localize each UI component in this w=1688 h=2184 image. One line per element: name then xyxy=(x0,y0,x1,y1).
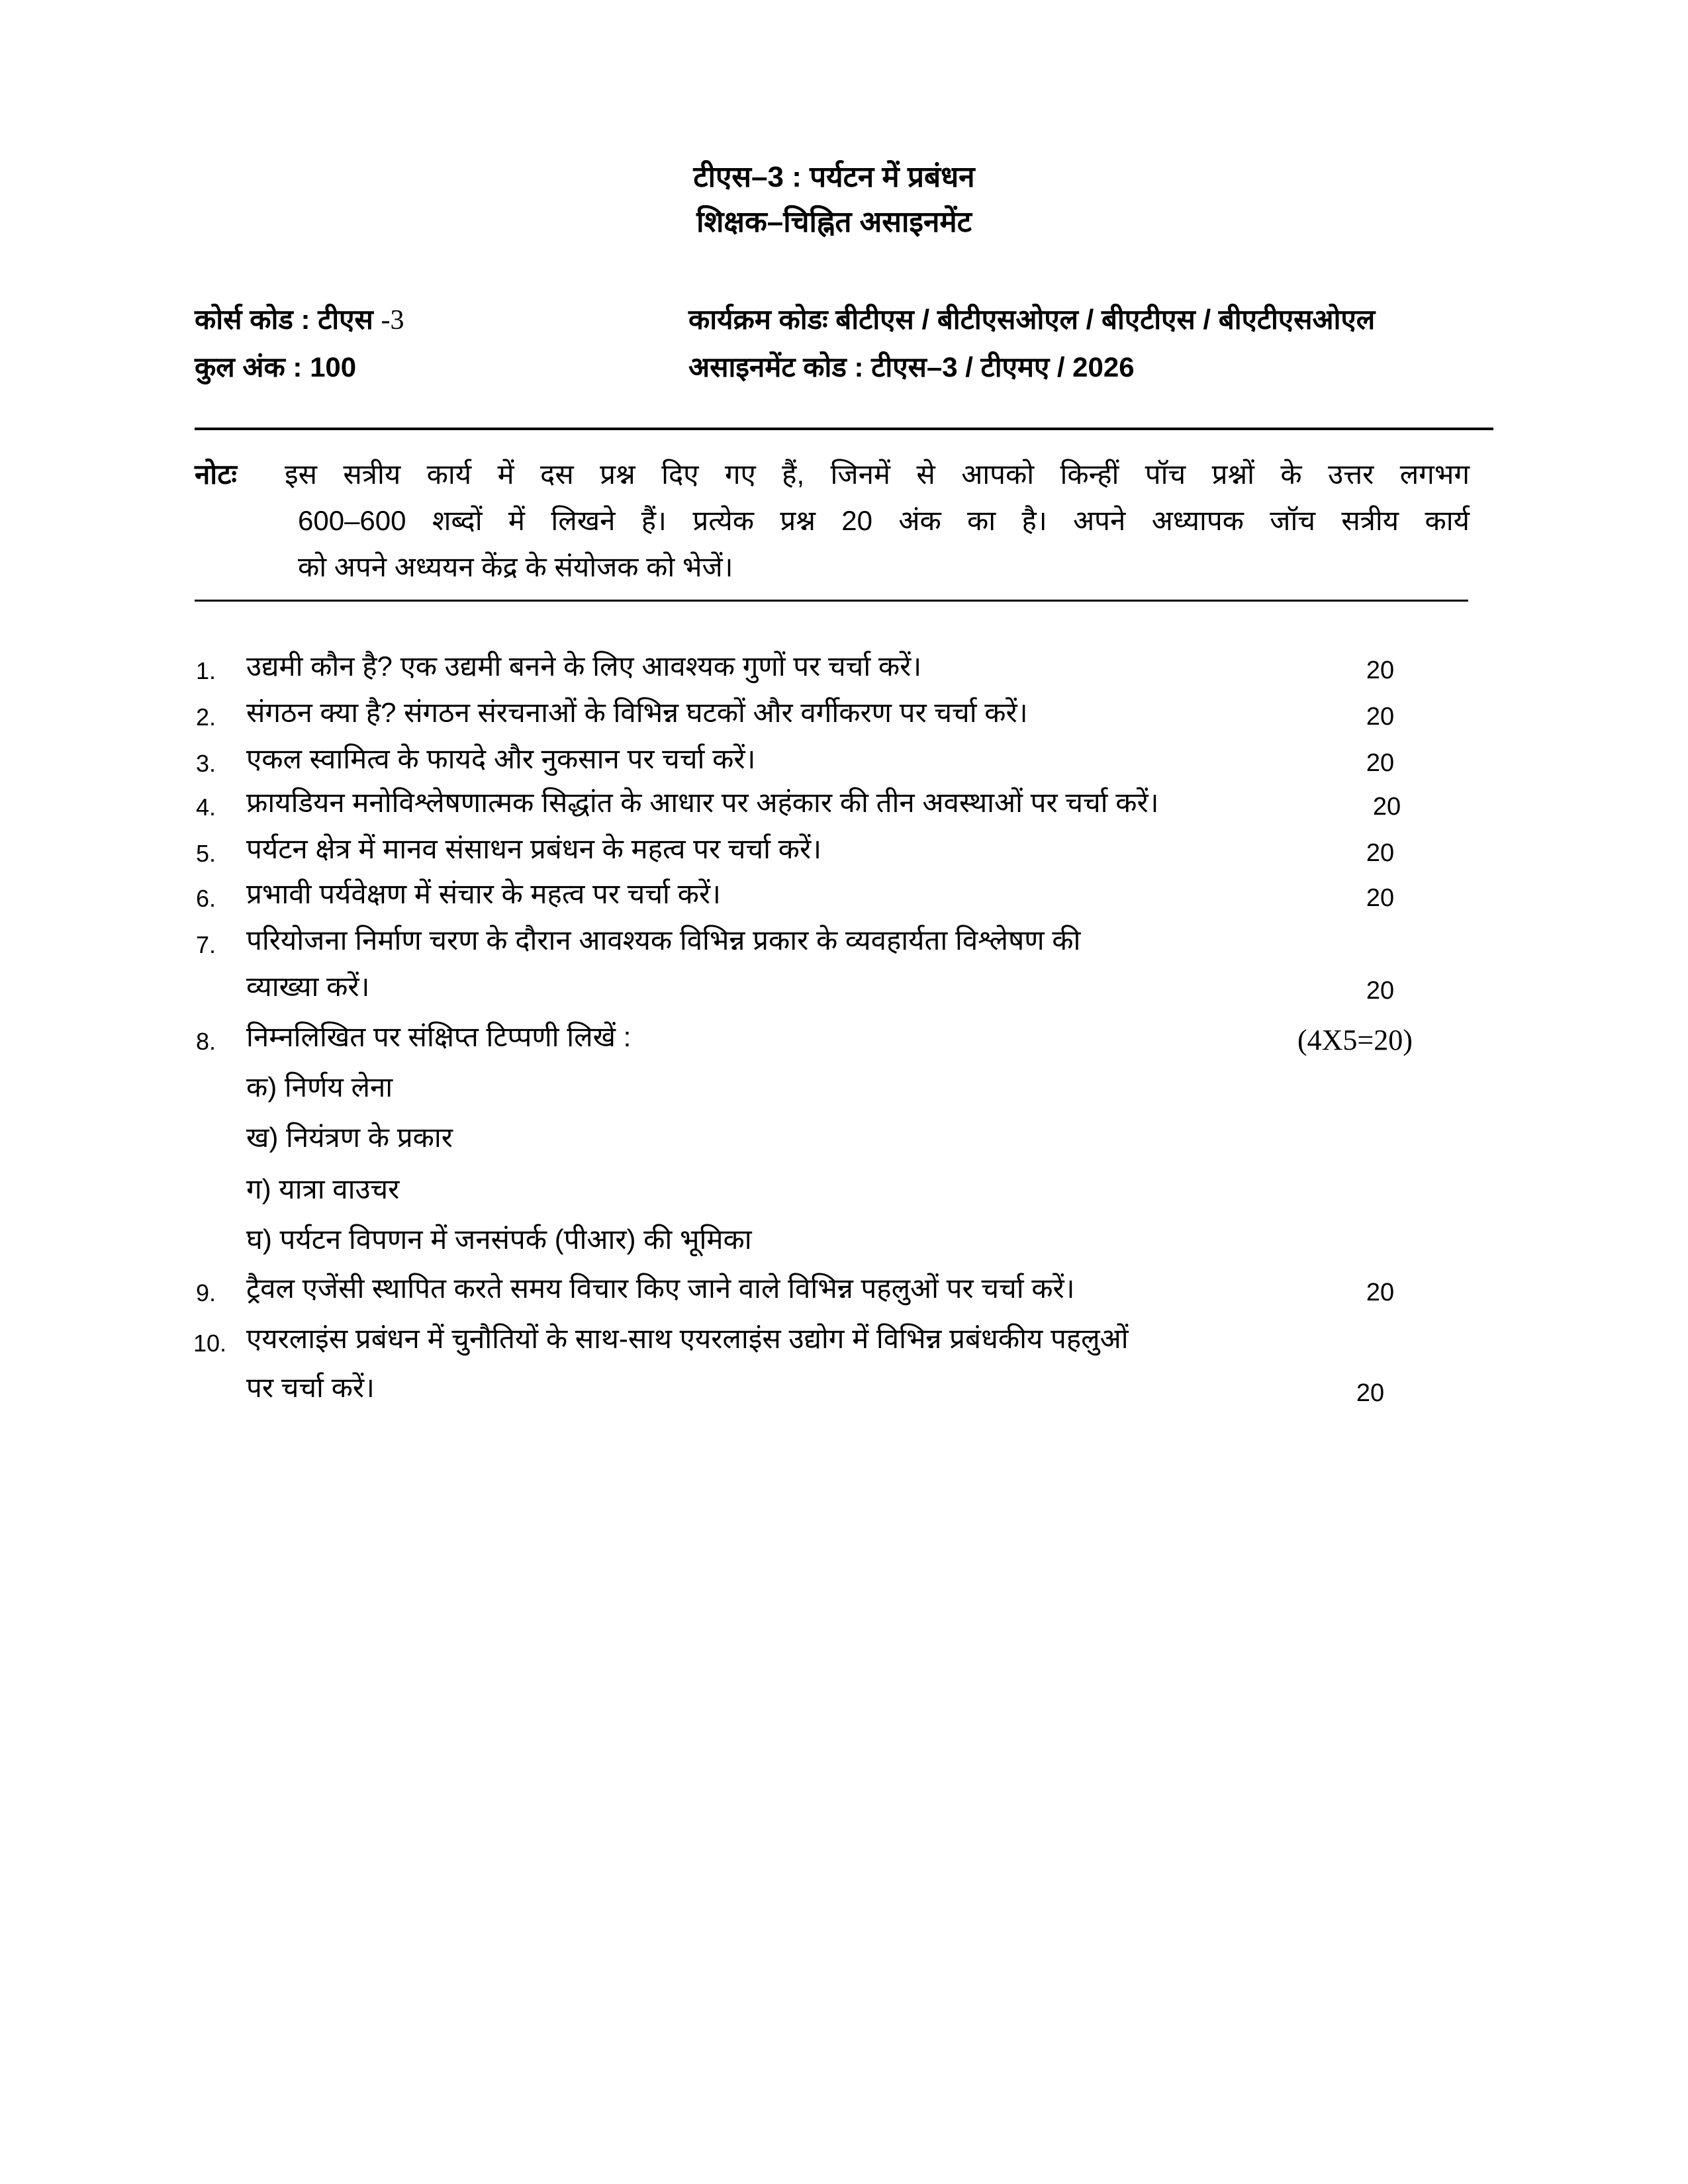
note-line-1: इस सत्रीय कार्य में दस प्रश्न दिए गए हैं, जिनमें से आपको किन्हीं पॉच प्रश्नों के उत्तर लगभग xyxy=(285,459,1470,490)
question-text: प्रभावी पर्यवेक्षण में संचार के महत्व पर चर्चा करें। xyxy=(246,878,721,909)
question-number: 9. xyxy=(196,1279,216,1306)
question-marks: (4X5=20) xyxy=(1297,1024,1413,1056)
page-subtitle: शिक्षक–चिह्नित असाइनमेंट xyxy=(696,206,972,238)
question-number: 10. xyxy=(193,1330,227,1357)
question-marks: 20 xyxy=(1366,749,1395,777)
question-number: 1. xyxy=(196,657,216,684)
question-marks: 20 xyxy=(1366,657,1395,684)
question-text: निम्नलिखित पर संक्षिप्त टिप्पणी लिखें : xyxy=(246,1021,632,1052)
question-text: एकल स्वामित्व के फायदे और नुकसान पर चर्चा करें। xyxy=(246,743,756,774)
question-text-line-2: व्याख्या करें। xyxy=(246,971,370,1002)
question-number: 7. xyxy=(196,931,216,958)
total-marks: कुल अंक : 100 xyxy=(195,351,357,383)
question-number: 2. xyxy=(196,704,216,731)
question-marks: 20 xyxy=(1366,977,1395,1005)
course-code xyxy=(195,306,404,334)
question-marks: 20 xyxy=(1366,884,1395,912)
note-line-3: को अपने अध्ययन केंद्र के संयोजक को भेजें। xyxy=(298,551,733,582)
note-label: नोटः xyxy=(195,459,237,490)
question-number: 8. xyxy=(196,1028,216,1055)
question-number: 5. xyxy=(196,840,216,867)
sub-item-ka: क) निर्णय लेना xyxy=(246,1071,393,1103)
note-line-2: 600–600 शब्दों में लिखने हैं। प्रत्येक प्रश्न 20 अंक का है। अपने अध्यापक जॉच सत्रीय कार्य xyxy=(298,505,1470,536)
program-code: कार्यक्रम कोडः बीटीएस / बीटीएसओएल / बीएटीएस / बीएटीएसओएल xyxy=(688,304,1376,335)
header-divider xyxy=(195,428,1493,430)
question-text: पर्यटन क्षेत्र में मानव संसाधन प्रबंधन के महत्व पर चर्चा करें। xyxy=(246,833,822,864)
question-marks: 20 xyxy=(1366,703,1395,731)
question-text: संगठन क्या है? संगठन संरचनाओं के विभिन्न घटकों और वर्गीकरण पर चर्चा करें। xyxy=(246,697,1028,728)
note-divider xyxy=(195,600,1468,602)
course-code-value: -3 xyxy=(381,305,404,336)
sub-item-ga: ग) यात्रा वाउचर xyxy=(246,1173,400,1205)
question-marks: 20 xyxy=(1366,1279,1395,1306)
sub-item-kha: ख) नियंत्रण के प्रकार xyxy=(246,1122,453,1153)
question-text: ट्रैवल एजेंसी स्थापित करते समय विचार किए जाने वाले विभिन्न पहलुओं पर चर्चा करें। xyxy=(246,1273,1075,1304)
question-text-line-2: पर चर्चा करें। xyxy=(246,1372,375,1403)
question-number: 3. xyxy=(196,750,216,777)
question-marks: 20 xyxy=(1356,1379,1385,1407)
question-number: 4. xyxy=(196,794,216,821)
question-text-line-1: परियोजना निर्माण चरण के दौरान आवश्यक विभिन्न प्रकार के व्यवहार्यता विश्लेषण की xyxy=(246,925,1081,956)
question-number: 6. xyxy=(196,885,216,912)
question-marks: 20 xyxy=(1366,839,1395,867)
question-text-line-1: एयरलाइंस प्रबंधन में चुनौतियों के साथ-साथ एयरलाइंस उद्योग में विभिन्न प्रबंधकीय पहलुओं xyxy=(246,1323,1129,1354)
question-marks: 20 xyxy=(1372,793,1401,821)
sub-item-gha: घ) पर्यटन विपणन में जनसंपर्क (पीआर) की भूमिका xyxy=(246,1224,752,1255)
question-text: फ्रायडियन मनोविश्लेषणात्मक सिद्धांत के आधार पर अहंकार की तीन अवस्थाओं पर चर्चा करें। xyxy=(246,787,1159,818)
page-title: टीएस–3 : पर्यटन में प्रबंधन xyxy=(693,161,975,193)
question-text: उद्यमी कौन है? एक उद्यमी बनने के लिए आवश्यक गुणों पर चर्चा करें। xyxy=(246,651,922,682)
assignment-code: असाइनमेंट कोड : टीएस–3 / टीएमए / 2026 xyxy=(688,351,1135,383)
course-code-label: कोर्स कोड : टीएस xyxy=(195,304,373,335)
